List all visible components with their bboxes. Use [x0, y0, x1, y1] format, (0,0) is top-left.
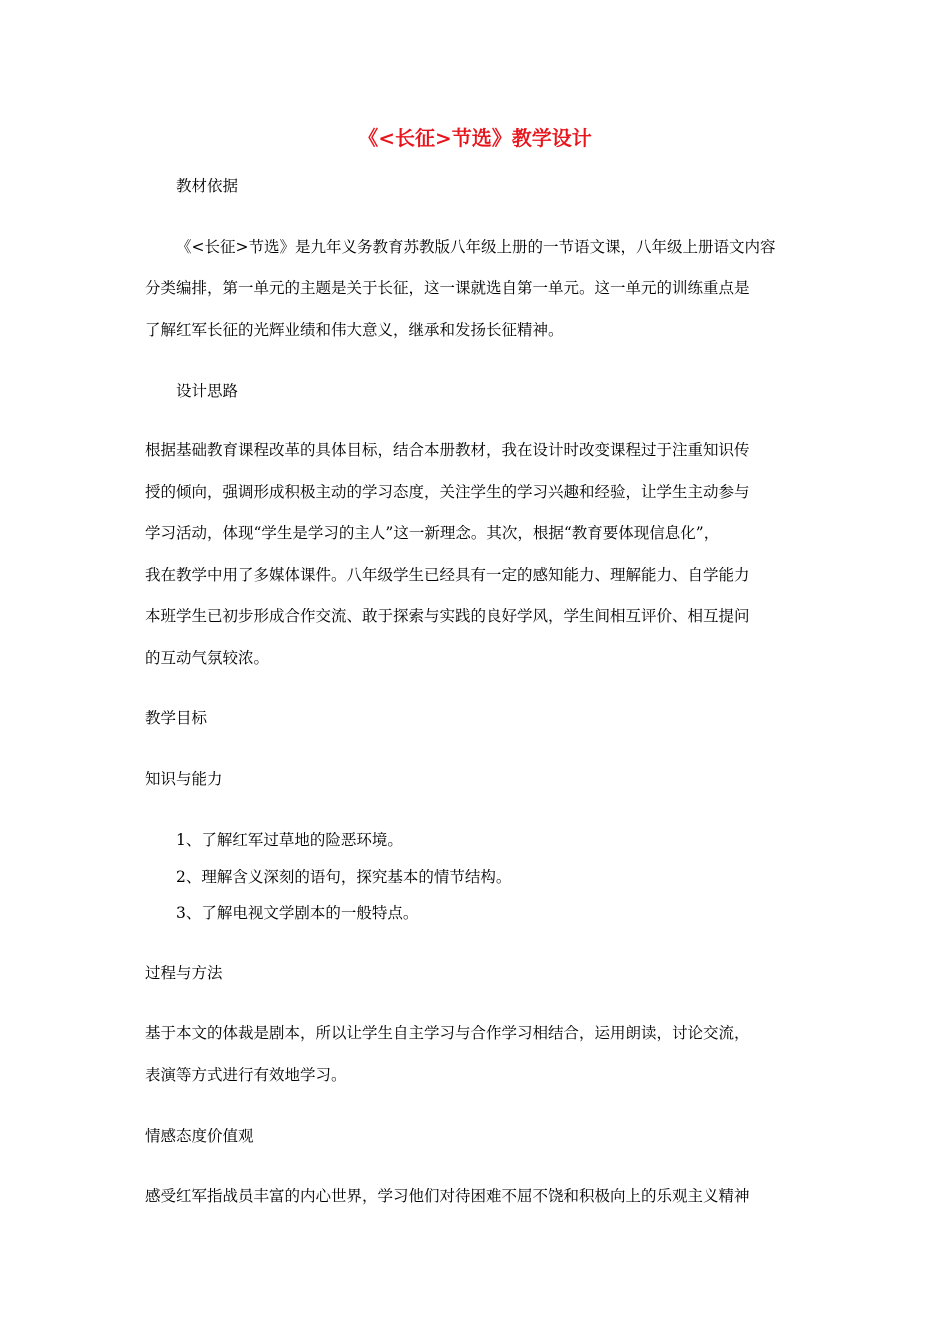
subsection-heading-emotion: 情感态度价值观	[145, 1127, 254, 1145]
paragraph-line: 基于本文的体裁是剧本，所以让学生自主学习与合作学习相结合，运用朗读，讨论交流，	[145, 1024, 750, 1042]
paragraph-line: 《<长征>节选》是九年义务教育苏教版八年级上册的一节语文课，八年级上册语文内容	[176, 238, 776, 256]
paragraph-line: 的互动气氛较浓。	[145, 649, 270, 667]
list-item: 3、了解电视文学剧本的一般特点。	[176, 904, 419, 922]
paragraph-line: 了解红军长征的光辉业绩和伟大意义，继承和发扬长征精神。	[145, 321, 564, 339]
subsection-heading-knowledge: 知识与能力	[145, 770, 223, 788]
list-item: 2、理解含义深刻的语句，探究基本的情节结构。	[176, 868, 512, 886]
section-heading-goals: 教学目标	[145, 709, 208, 727]
paragraph-line: 感受红军指战员丰富的内心世界，学习他们对待困难不屈不饶和积极向上的乐观主义精神	[145, 1187, 750, 1205]
section-heading-idea: 设计思路	[176, 382, 239, 400]
section-heading-basis: 教材依据	[176, 177, 239, 195]
paragraph-line: 授的倾向，强调形成积极主动的学习态度，关注学生的学习兴趣和经验，让学生主动参与	[145, 483, 750, 501]
paragraph-line: 学习活动，体现“学生是学习的主人”这一新理念。其次，根据“教育要体现信息化”，	[145, 524, 720, 542]
paragraph-line: 分类编排，第一单元的主题是关于长征，这一课就选自第一单元。这一单元的训练重点是	[145, 279, 750, 297]
subsection-heading-process: 过程与方法	[145, 964, 223, 982]
paragraph-line: 根据基础教育课程改革的具体目标，结合本册教材，我在设计时改变课程过于注重知识传	[145, 441, 750, 459]
paragraph-line: 本班学生已初步形成合作交流、敢于探索与实践的良好学风，学生间相互评价、相互提问	[145, 607, 750, 625]
paragraph-line: 我在教学中用了多媒体课件。八年级学生已经具有一定的感知能力、理解能力、自学能力	[145, 566, 750, 584]
document-title: 《<长征>节选》教学设计	[358, 126, 592, 150]
paragraph-line: 表演等方式进行有效地学习。	[145, 1066, 347, 1084]
list-item: 1、了解红军过草地的险恶环境。	[176, 831, 403, 849]
